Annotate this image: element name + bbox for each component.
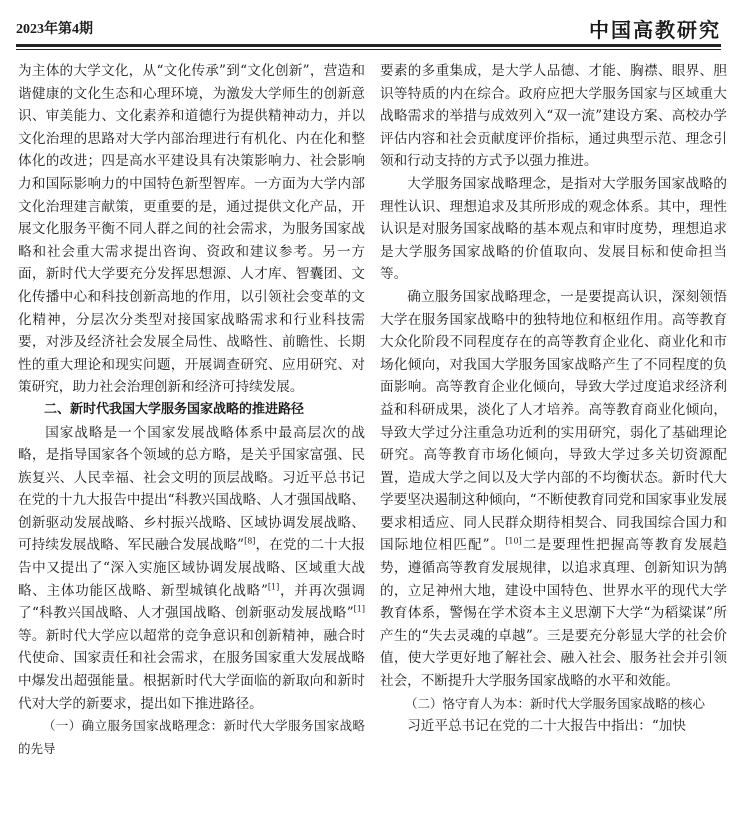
- text-run: ，并再次强调了“科教兴国战略、人才强国战略、创新驱动发展战略”: [18, 582, 365, 622]
- right-paragraph-2: 大学服务国家战略理念，是指对大学服务国家战略的理性认识、理想追求及其所形成的观念体系。其中，理性认识是对服务国家战略的基本观点和审时度势，理想追求是大学服务国家战略的价值取向、发展目标和使命担当等。: [380, 175, 727, 283]
- issue-label: 2023年第4期: [16, 22, 93, 37]
- citation: [8]: [244, 536, 256, 546]
- journal-title: 中国高教研究: [589, 18, 721, 42]
- subsection-heading-2: （二）恪守育人为本：新时代大学服务国家战略的核心: [405, 695, 706, 711]
- citation: [1]: [353, 604, 365, 614]
- header-rule-thick: [16, 44, 721, 47]
- right-paragraph-1: 要素的多重集成，是大学人品德、才能、胸襟、眼界、胆识等特质的内在综合。政府应把大学服务国家与区域重大战略需求的举措与成效列入“双一流”建设方案、高校办学评估内容和社会贡献度评价指标，通过典型示范、理念引领和行动支持的方式予以强力推进。: [380, 63, 727, 170]
- text-run: ，在党的二十大报告中又提出了“深入实施区域协调发展战略、区域重大战略、主体功能区战略、新型城镇化战略”: [18, 537, 366, 599]
- citation: [1]: [267, 582, 280, 592]
- page-header: [16, 14, 721, 44]
- left-paragraph-2: [18, 422, 365, 716]
- left-paragraph-1: 为主体的大学文化，从“文化传承”到“文化创新”，营造和谐健康的文化生态和心理环境，为激发大学师生的创新意识、审美能力、文化素养和道德行为提供精神动力，并以文化治理的思路对大学内部治理进行有机化、内在化和整体化的改进；四是高水平建设具有决策影响力、社会影响力和国际影响力的中国特色新型智库。一方面为大学内部文化治理建言献策，更重要的是，通过提供文化产品，开展文化服务平衡不同人群之间的社会需求，为服务国家战略和社会重大需求提出咨询、资政和建议参考。另一方面，新时代大学要充分发挥思想源、人才库、智囊团、文化传播中心和科技创新高地的作用，以引领社会变革的文化精神，分层次分类型对接国家战略需求和行业科技需要，对涉及经济社会发展全局性、战略性、前瞻性、长期性的重大理论和现实问题，开展调查研究、应用研究、对策研究，助力社会治理创新和经济可持续发展。: [18, 63, 365, 396]
- subsection-heading-1: （一）确立服务国家战略理念：新时代大学服务国家战略的先导: [18, 718, 365, 756]
- text-run: 确立服务国家战略理念，一是要提高认识，深刻领悟大学在服务国家战略中的独特地位和枢纽作用。高等教育大众化阶段不同程度存在的高等教育企业化、商业化和市场化倾向，对我国大学服务国家战略产生了不同程度的负面影响。高等教育企业化倾向，导致大学过度追求经济利益和科研成果，淡化了人才培养。高等教育商业化倾向，导致大学过分注重急功近利的实用研究，弱化了基础理论研究。高等教育市场化倾向，导致大学过多关切资源配置，造成大学之间以及大学内部的不均衡状态。新时代大学要坚决遏制这种倾向，“不断使教育同党和国家事业发展要求相适应、同人民群众期待相契合、同我国综合国力和国际地位相匹配”。: [380, 288, 727, 554]
- section-heading: 二、新时代我国大学服务国家战略的推进路径: [44, 401, 305, 417]
- right-paragraph-3: [380, 286, 727, 693]
- text-run: 国家战略是一个国家发展战略体系中最高层次的战略，是指导国家各个领域的总方略，是关乎国家富强、民族复兴、人民幸福、社会文明的顶层战略。习近平总书记在党的十九大报告中提出“科教兴国战略、人才强国战略、创新驱动发展战略、乡村振兴战略、区域协调发展战略、可持续发展战略、军民融合发展战略”: [18, 424, 365, 554]
- text-run: 等。新时代大学应以超常的竞争意识和创新精神，融合时代使命、国家责任和社会需求，在服务国家重大发展战略中爆发出超强能量。根据新时代大学面临的新取向和新时代对大学的新要求，提出如下推进路径。: [18, 627, 365, 712]
- left-column: [18, 60, 365, 760]
- text-run: 二是要理性把握高等教育发展趋势，遵循高等教育发展规律，以追求真理、创新知识为鹄的，立足神州大地，建设中国特色、世界水平的现代大学教育体系，警惕在学术资本主义思潮下大学“为稻粱谋”所产生的“失去灵魂的卓越”。三是要充分彰显大学的社会价值，使大学更好地了解社会、融入社会、服务社会并引领社会，不断提升大学服务国家战略的水平和效能。: [380, 537, 727, 690]
- right-column: [380, 60, 727, 738]
- right-paragraph-4: 习近平总书记在党的二十大报告中指出：“加快: [407, 718, 687, 735]
- header-rule-thin: [16, 49, 721, 50]
- citation: [10]: [505, 536, 522, 546]
